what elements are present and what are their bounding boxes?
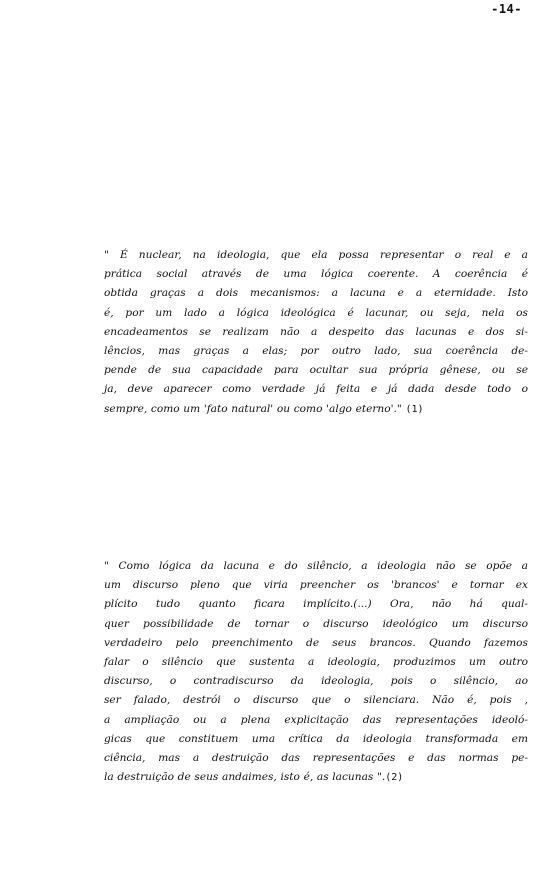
quote-2-last-line [104,768,528,787]
quote-1-last-line-text: sempre, como um 'fato natural' ou como 'algo eterno'." [104,402,402,415]
quote-1-line: pende de sua capacidade para ocultar sua própria gênese, ou se [104,364,528,377]
citation-marker-1: (1) [405,403,424,415]
quote-1-line: obtida graças a dois mecanismos: a lacuna e a eternidade. Isto [104,287,528,300]
quote-2-last-line-text: la destruição de seus andaimes, isto é, as lacunas ". [104,771,386,784]
quote-2-line: um discurso pleno que viria preencher os 'brancos' e tornar ex [104,579,528,592]
quote-1-line: é, por um lado a lógica ideológica é lacunar, ou seja, nela os [104,306,528,319]
citation-marker-2: (2) [385,772,404,784]
quote-1-line: encadeamentos se realizam não a despeito das lacunas e dos si- [104,325,528,338]
quote-2-line: plícito tudo quanto ficara implícito.(...) Ora, não há qual- [104,598,528,611]
block-quote-2 [104,557,528,787]
quote-2-line: verdadeiro pelo preenchimento de seus brancos. Quando fazemos [104,636,528,649]
page-number: -14- [491,2,522,16]
quote-2-line: gicas que constituem uma crítica da ideologia transformada em [104,732,528,745]
quote-1-line: prática social através de uma lógica coerente. A coerência é [104,268,528,281]
quote-2-line: " Como lógica da lacuna e do silêncio, a ideologia não se opõe a [104,560,528,572]
quote-2-line: quer possibilidade de tornar o discurso ideológico um discurso [104,617,528,630]
block-quote-1 [104,246,528,419]
quote-1-line: " É nuclear, na ideologia, que ela possa representar o real e a [104,249,528,261]
quote-1-line: ja, deve aparecer como verdade já feita e já dada desde todo o [104,383,528,396]
quote-1-line: lêncios, mas graças a elas; por outro lado, sua coerência de- [104,345,528,358]
quote-2-line: discurso, o contradiscurso da ideologia, pois o silêncio, ao [104,675,528,688]
quote-2-line: ser falado, destrói o discurso que o silenciara. Não é, pois , [104,694,528,707]
quote-2-line: a ampliação ou a plena explicitação das representações ideoló- [104,713,528,726]
quote-1-last-line [104,400,528,419]
quote-2-line: falar o silêncio que sustenta a ideologia, produzimos um outro [104,656,528,669]
quote-2-line: ciência, mas a destruição das representações e das normas pe- [104,752,528,765]
